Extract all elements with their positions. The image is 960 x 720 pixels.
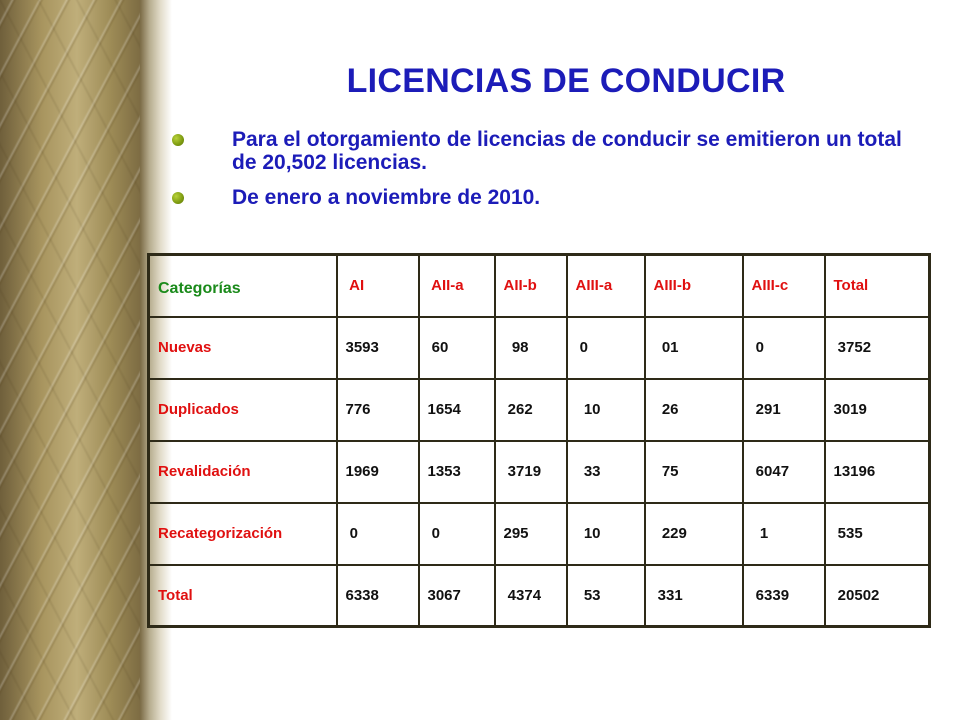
table-header-row (149, 255, 930, 317)
table-cell: 3019 (825, 379, 930, 441)
table-cell: 60 (419, 317, 495, 379)
table-cell: 4374 (495, 565, 567, 627)
table-cell: 26 (645, 379, 743, 441)
table-cell: 331 (645, 565, 743, 627)
column-header: AIII-b (645, 255, 743, 317)
row-label: Revalidación (149, 441, 337, 503)
table-cell: 0 (337, 503, 419, 565)
table-cell: 1 (743, 503, 825, 565)
column-header: AIII-c (743, 255, 825, 317)
table-cell: 75 (645, 441, 743, 503)
column-header: AII-a (419, 255, 495, 317)
table-cell: 0 (567, 317, 645, 379)
table-cell: 10 (567, 379, 645, 441)
table-cell: 1969 (337, 441, 419, 503)
bullet-text: De enero a noviembre de 2010. (232, 186, 541, 209)
table-row (149, 379, 930, 441)
table-cell: 229 (645, 503, 743, 565)
bullet-item (172, 186, 912, 209)
column-header: AIII-a (567, 255, 645, 317)
bullet-dot-icon (172, 192, 184, 204)
column-header: AII-b (495, 255, 567, 317)
bullet-dot-icon (172, 134, 184, 146)
bullet-list (172, 128, 912, 221)
row-label: Recategorización (149, 503, 337, 565)
table-cell: 0 (419, 503, 495, 565)
table-cell: 6339 (743, 565, 825, 627)
row-label: Duplicados (149, 379, 337, 441)
table-cell: 13196 (825, 441, 930, 503)
table-row (149, 503, 930, 565)
table-cell: 262 (495, 379, 567, 441)
table-cell: 776 (337, 379, 419, 441)
table-cell: 98 (495, 317, 567, 379)
table-cell: 3752 (825, 317, 930, 379)
table-cell: 33 (567, 441, 645, 503)
decorative-side-band (0, 0, 140, 720)
bullet-item (172, 128, 912, 174)
table-cell: 53 (567, 565, 645, 627)
table-cell: 0 (743, 317, 825, 379)
column-header: AI (337, 255, 419, 317)
table-cell: 1654 (419, 379, 495, 441)
table-cell: 6338 (337, 565, 419, 627)
column-header: Total (825, 255, 930, 317)
table-row (149, 565, 930, 627)
slide-title: LICENCIAS DE CONDUCIR (346, 62, 786, 100)
table-cell: 20502 (825, 565, 930, 627)
table-cell: 535 (825, 503, 930, 565)
table-cell: 6047 (743, 441, 825, 503)
table-cell: 291 (743, 379, 825, 441)
licenses-table (147, 253, 931, 628)
table-cell: 295 (495, 503, 567, 565)
table-cell: 1353 (419, 441, 495, 503)
table-cell: 3593 (337, 317, 419, 379)
table-row (149, 317, 930, 379)
table-cell: 3067 (419, 565, 495, 627)
table-corner-header: Categorías (149, 255, 337, 317)
table-cell: 01 (645, 317, 743, 379)
row-label: Total (149, 565, 337, 627)
bullet-text: Para el otorgamiento de licencias de conducir se emitieron un total de 20,502 licencias. (232, 128, 902, 174)
table-row (149, 441, 930, 503)
table-cell: 10 (567, 503, 645, 565)
table-cell: 3719 (495, 441, 567, 503)
row-label: Nuevas (149, 317, 337, 379)
